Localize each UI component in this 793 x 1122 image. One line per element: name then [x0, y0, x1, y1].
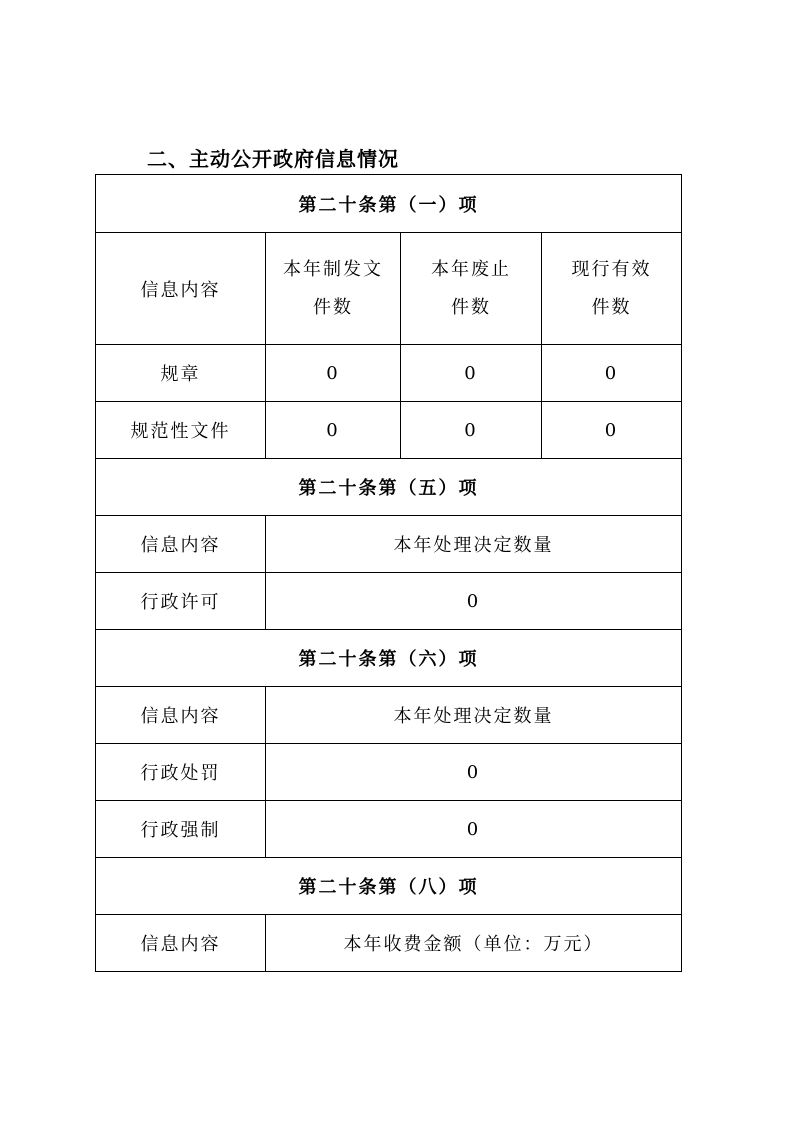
admin-license-value: 0 [266, 573, 682, 630]
header-repealed-line-2: 件数 [451, 296, 491, 318]
section-5-header-content: 信息内容 [96, 516, 266, 573]
section-1-title: 第二十条第（一）项 [96, 175, 682, 233]
section-6-header-content: 信息内容 [96, 687, 266, 744]
table-row [96, 801, 682, 858]
header-valid-line-2: 件数 [591, 296, 632, 318]
regulations-issued: 0 [266, 345, 401, 402]
row-label-admin-license: 行政许可 [96, 573, 266, 630]
admin-penalty-value: 0 [266, 744, 682, 801]
table-row [96, 345, 682, 402]
regulations-repealed: 0 [401, 345, 542, 402]
row-label-admin-penalty: 行政处罚 [96, 744, 266, 801]
header-valid-count [542, 233, 682, 345]
section-6-title: 第二十条第（六）项 [96, 630, 682, 687]
header-repealed-count [401, 233, 542, 345]
section-5-header-value: 本年处理决定数量 [266, 516, 682, 573]
header-info-content: 信息内容 [96, 233, 266, 345]
table-row [96, 744, 682, 801]
header-repealed-line-1: 本年废止 [431, 258, 511, 280]
section-8-header-value: 本年收费金额（单位：万元） [266, 915, 682, 972]
section-5-title: 第二十条第（五）项 [96, 459, 682, 516]
section-6-header-value: 本年处理决定数量 [266, 687, 682, 744]
section-heading: 二、主动公开政府信息情况 [147, 147, 399, 171]
row-label-admin-enforcement: 行政强制 [96, 801, 266, 858]
table-row [96, 573, 682, 630]
normative-docs-repealed: 0 [401, 402, 542, 459]
header-issued-line-2: 件数 [313, 296, 353, 318]
row-label-normative-docs: 规范性文件 [96, 402, 266, 459]
normative-docs-valid: 0 [542, 402, 682, 459]
header-issued-line-1: 本年制发文 [283, 258, 383, 280]
row-label-regulations: 规章 [96, 345, 266, 402]
section-8-header-content: 信息内容 [96, 915, 266, 972]
regulations-valid: 0 [542, 345, 682, 402]
admin-enforcement-value: 0 [266, 801, 682, 858]
header-valid-line-1: 现行有效 [571, 258, 652, 280]
table-row [96, 402, 682, 459]
normative-docs-issued: 0 [266, 402, 401, 459]
section-8-title: 第二十条第（八）项 [96, 858, 682, 915]
disclosure-table [95, 174, 682, 972]
header-issued-count [266, 233, 401, 345]
